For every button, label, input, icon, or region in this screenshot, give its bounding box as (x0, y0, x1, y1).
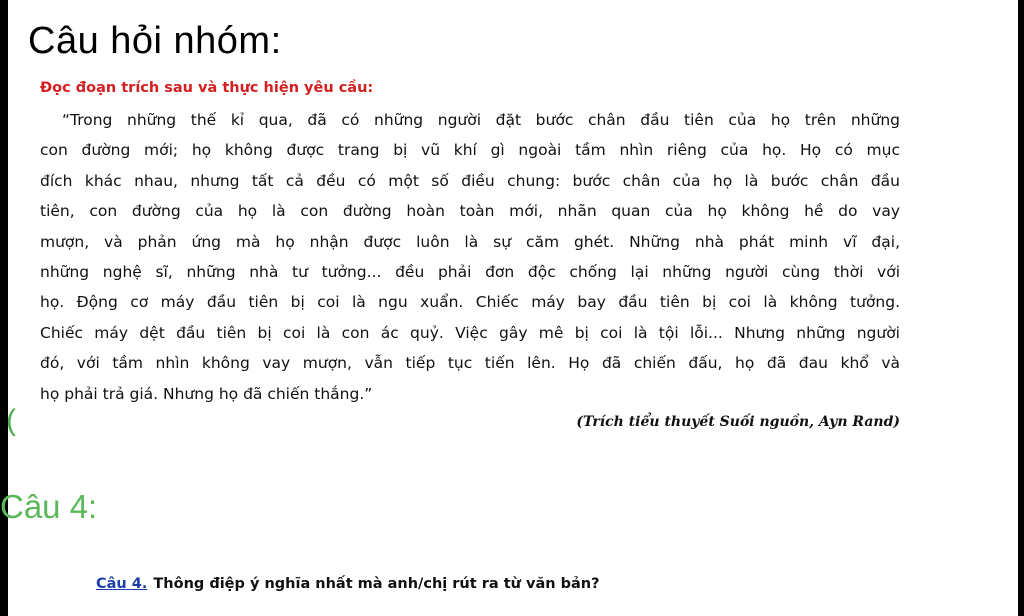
passage-line: mượn, và phản ứng mà họ nhận được luôn là sự căm ghét. Những nhà phát minh vĩ đại, (40, 232, 900, 251)
passage-line: đích khác nhau, nhưng tất cả đều có một số điều chung: bước chân của họ là bước chân đầu (40, 171, 900, 190)
source-citation: (Trích tiểu thuyết Suối nguồn, Ayn Rand) (576, 414, 900, 430)
passage-line: tiên, con đường của họ là con đường hoàn toàn mới, nhãn quan của họ không hề do vay (40, 202, 900, 221)
passage-line: họ. Động cơ máy đầu tiên bị coi là ngu xuẩn. Chiếc máy bay đầu tiên bị coi là không tưởng. (40, 293, 900, 312)
green-text-fragment: ( (6, 404, 16, 437)
question-label-link[interactable]: Câu 4. (96, 576, 148, 592)
passage-line: con đường mới; họ không được trang bị vũ khí gì ngoài tầm nhìn riêng của họ. Họ có mục (40, 141, 900, 160)
question-text: Thông điệp ý nghĩa nhất mà anh/chị rút ra từ văn bản? (153, 576, 600, 592)
passage-line: “Trong những thế kỉ qua, đã có những người đặt bước chân đầu tiên của họ trên những (62, 111, 900, 129)
passage-line: họ phải trả giá. Nhưng họ đã chiến thắng.” (40, 384, 373, 403)
passage-line: đó, với tầm nhìn không vay mượn, vẫn tiếp tục tiến lên. Họ đã chiến đấu, họ đã đau khổ và (40, 354, 900, 373)
question (96, 576, 600, 592)
section-heading: Câu 4: (0, 488, 98, 525)
passage-line: Chiếc máy dệt đầu tiên bị coi là con ác quỷ. Việc gây mê bị coi là tội lỗi... Nhưng những người (40, 323, 900, 342)
passage-excerpt (40, 105, 900, 409)
passage-line: những nghệ sĩ, những nhà tư tưởng... đều phải đơn độc chống lại những người cùng thời với (40, 263, 900, 282)
reading-instruction: Đọc đoạn trích sau và thực hiện yêu cầu: (40, 80, 374, 96)
slide-title: Câu hỏi nhóm: (28, 20, 282, 62)
